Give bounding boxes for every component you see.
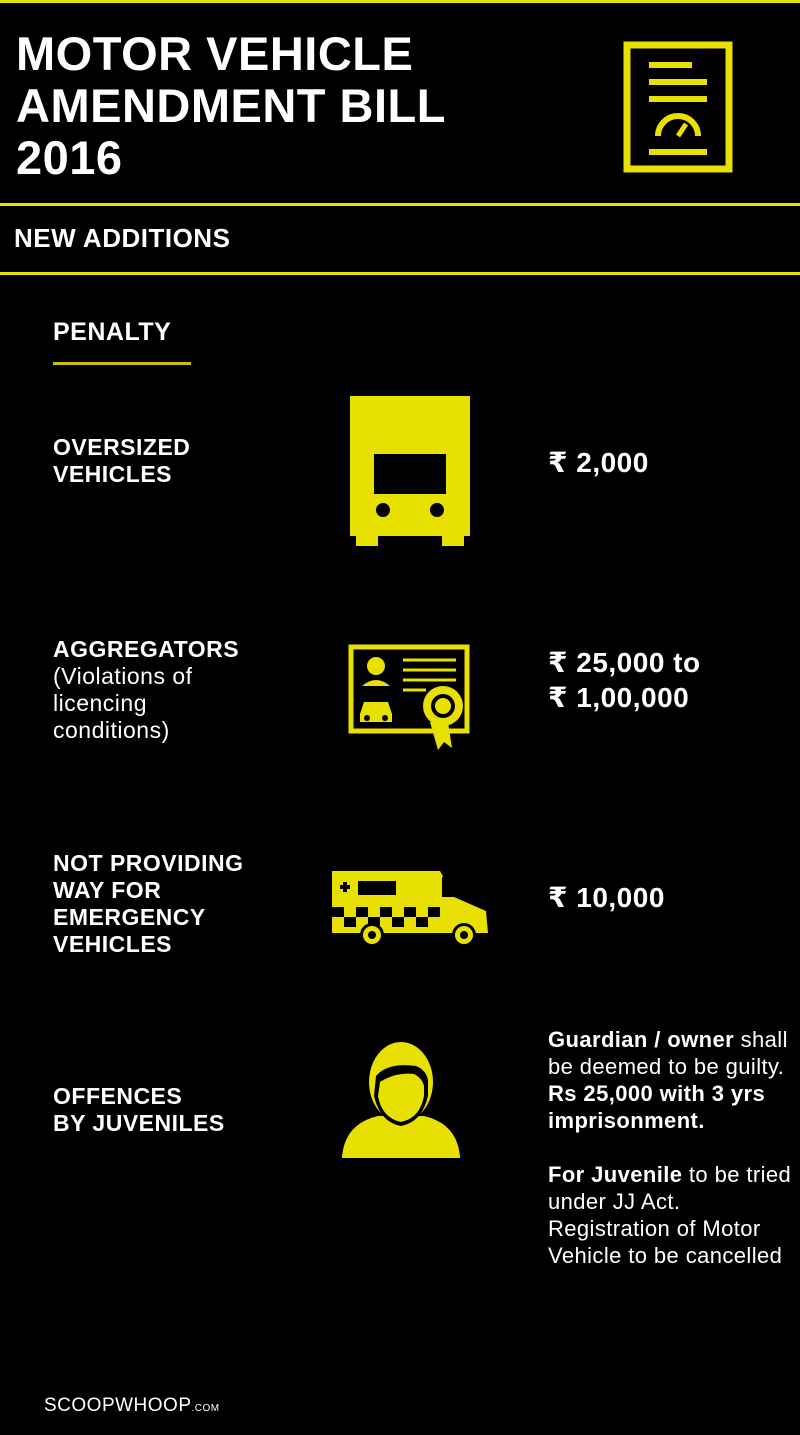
page-title (16, 28, 576, 184)
document-gauge-icon (622, 40, 734, 174)
label-line: EMERGENCY (53, 904, 206, 930)
label-line: WAY FOR (53, 877, 162, 903)
subtitle-divider (0, 272, 800, 275)
subtitle: NEW ADDITIONS (14, 223, 231, 253)
section-title: PENALTY (53, 318, 172, 346)
desc-text: shall be deemed to be guilty. (548, 1027, 788, 1079)
row-amount-oversized (548, 445, 788, 480)
top-rule (0, 0, 800, 3)
title-line-3: 2016 (16, 131, 123, 184)
amount-line: ₹ 10,000 (548, 882, 665, 913)
brand-suffix: .COM (191, 1403, 220, 1414)
label-line: VEHICLES (53, 931, 173, 957)
header-divider (0, 203, 800, 206)
juvenile-person-icon (340, 1036, 462, 1158)
section-underline (53, 362, 191, 365)
row-label-aggregators (53, 636, 313, 744)
label-line: OVERSIZED (53, 434, 191, 460)
amount-line: ₹ 25,000 to (548, 647, 701, 678)
label-line: VEHICLES (53, 461, 173, 487)
desc-bold: Rs 25,000 with 3 yrs imprisonment. (548, 1081, 766, 1133)
truck-icon (348, 394, 472, 546)
title-line-1: MOTOR VEHICLE (16, 27, 414, 80)
row-amount-emergency (548, 880, 788, 915)
brand-logo (44, 1395, 220, 1417)
desc-bold: For Juvenile (548, 1162, 683, 1187)
ambulance-icon (330, 867, 492, 949)
label-line: (Violations of (53, 663, 193, 689)
juvenile-penalty-description (548, 1026, 793, 1269)
label-line: NOT PROVIDING (53, 850, 244, 876)
label-line: OFFENCES (53, 1083, 183, 1109)
row-amount-aggregators (548, 645, 788, 715)
desc-text: to be tried under JJ Act. Registration of Motor Vehicle to be cancelled (548, 1162, 792, 1268)
label-line: licencing (53, 690, 147, 716)
row-label-emergency (53, 850, 313, 958)
label-line: conditions) (53, 717, 170, 743)
row-label-oversized (53, 434, 313, 488)
title-line-2: AMENDMENT BILL (16, 79, 446, 132)
licence-certificate-icon (348, 644, 474, 752)
label-line: BY JUVENILES (53, 1110, 225, 1136)
label-line: AGGREGATORS (53, 636, 240, 662)
desc-bold: Guardian / owner (548, 1027, 735, 1052)
amount-line: ₹ 2,000 (548, 447, 649, 478)
brand-name: SCOOPWHOOP (44, 1395, 192, 1416)
row-label-juveniles (53, 1083, 313, 1137)
amount-line: ₹ 1,00,000 (548, 682, 690, 713)
